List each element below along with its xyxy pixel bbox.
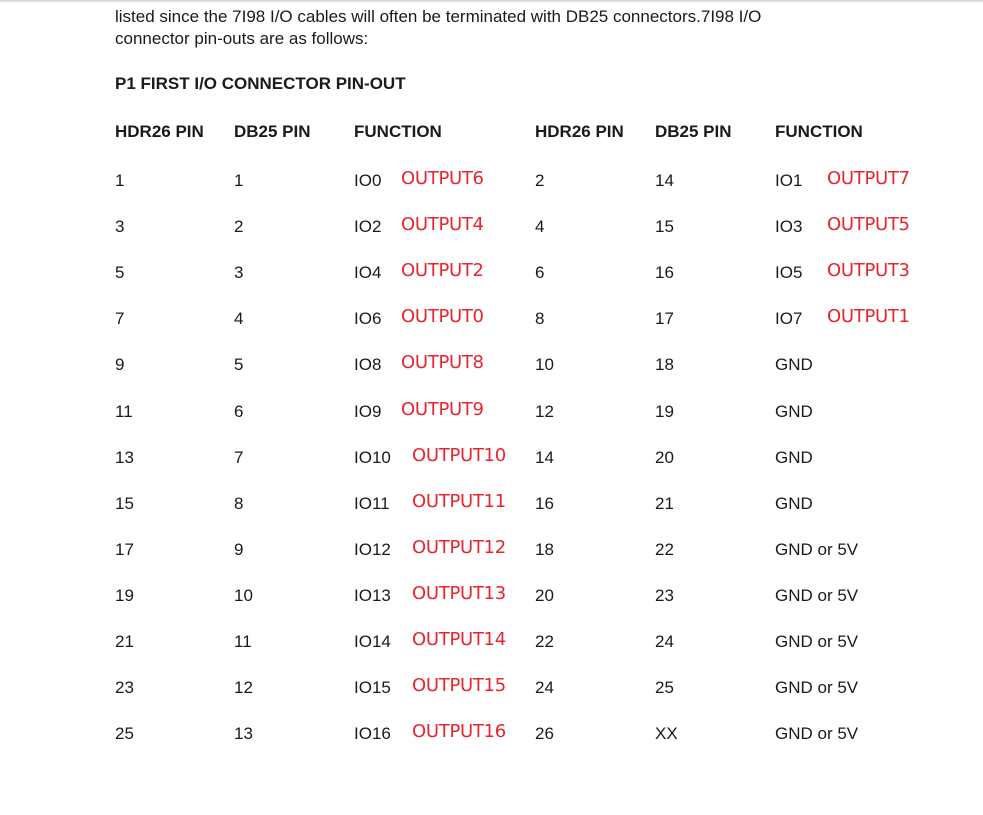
table-row [0,721,983,754]
io-signal-left: IO10 [354,447,391,467]
db25-pin-right: 19 [655,401,674,421]
db25-pin-right: 20 [655,447,674,467]
function-right: GND or 5V [775,539,859,559]
db25-pin-left: 9 [234,539,244,559]
table-row [0,490,983,524]
output-annotation-left: OUTPUT15 [412,675,506,697]
hdr26-pin-left: 13 [115,447,134,467]
hdr26-pin-right: 20 [535,585,554,605]
io-signal-left: IO14 [354,632,391,651]
function-right: IO1 [775,171,803,190]
function-right: GND or 5V [775,585,859,605]
output-annotation-left: OUTPUT10 [412,444,506,466]
output-annotation-left: OUTPUT16 [412,721,506,743]
hdr26-pin-left: 19 [115,585,134,605]
db25-pin-right: 15 [655,217,674,237]
output-annotation-left: OUTPUT11 [412,490,506,512]
output-annotation-right: OUTPUT3 [827,260,910,282]
db25-pin-right: 18 [655,355,674,375]
hdr26-pin-right: 6 [535,263,545,283]
table-row [0,675,983,708]
hdr26-pin-left: 15 [115,493,134,513]
io-signal-left: IO2 [354,217,382,237]
io-signal-left: IO11 [354,493,390,513]
db25-pin-right: 17 [655,309,674,329]
function-right: GND [775,401,813,421]
hdr26-pin-right: 26 [535,724,554,744]
table-row [0,168,983,201]
io-signal-left: IO9 [354,401,382,421]
io-signal-left: IO16 [354,724,391,744]
table-row [0,214,983,247]
hdr26-pin-right: 22 [535,632,554,651]
db25-pin-left: 8 [234,493,244,513]
db25-pin-right: 24 [655,632,674,651]
output-annotation-left: OUTPUT6 [401,168,484,189]
header-function-right: FUNCTION [775,122,863,141]
hdr26-pin-left: 25 [115,724,134,744]
db25-pin-left: 5 [234,355,244,375]
db25-pin-left: 13 [234,724,253,744]
io-signal-left: IO13 [354,585,391,605]
io-signal-left: IO8 [354,355,382,375]
db25-pin-left: 7 [234,447,244,467]
hdr26-pin-left: 11 [115,401,133,421]
hdr26-pin-left: 7 [115,309,125,329]
output-annotation-left: OUTPUT9 [401,398,484,420]
hdr26-pin-right: 8 [535,309,545,329]
hdr26-pin-right: 16 [535,493,554,513]
hdr26-pin-left: 23 [115,678,134,698]
intro-line-2: connector pin-outs are as follows: [115,29,369,48]
hdr26-pin-right: 10 [535,355,554,375]
db25-pin-left: 11 [234,632,252,651]
hdr26-pin-left: 9 [115,355,125,375]
hdr26-pin-right: 14 [535,447,554,467]
intro-line-1: listed since the 7I98 I/O cables will often be terminated with DB25 connectors.7I98 I/O [115,7,762,26]
io-signal-left: IO15 [354,678,391,698]
output-annotation-right: OUTPUT7 [827,168,910,189]
function-right: GND [775,493,813,513]
function-right: GND [775,355,813,375]
output-annotation-left: OUTPUT4 [401,214,484,236]
header-db25-pin-right: DB25 PIN [655,122,732,141]
table-row [0,352,983,385]
hdr26-pin-left: 21 [115,632,134,651]
hdr26-pin-left: 17 [115,539,134,559]
io-signal-left: IO6 [354,309,382,329]
db25-pin-right: 25 [655,678,674,698]
hdr26-pin-right: 24 [535,678,554,698]
db25-pin-right: XX [655,724,678,744]
output-annotation-left: OUTPUT14 [412,629,506,650]
page-top-rule [0,0,983,3]
db25-pin-left: 6 [234,401,244,421]
db25-pin-left: 10 [234,585,253,605]
table-row [0,536,983,570]
db25-pin-left: 2 [234,217,244,237]
output-annotation-left: OUTPUT13 [412,582,506,604]
intro-paragraph [115,6,935,50]
db25-pin-left: 3 [234,263,244,283]
output-annotation-right: OUTPUT1 [827,306,910,328]
db25-pin-right: 22 [655,539,674,559]
table-row [0,398,983,432]
table-row [0,629,983,662]
hdr26-pin-right: 12 [535,401,554,421]
db25-pin-left: 4 [234,309,244,329]
output-annotation-left: OUTPUT0 [401,306,484,328]
section-title: P1 FIRST I/O CONNECTOR PIN-OUT [115,74,406,93]
function-right: IO3 [775,217,803,237]
hdr26-pin-left: 3 [115,217,125,237]
output-annotation-left: OUTPUT2 [401,260,484,282]
table-row [0,582,983,616]
header-db25-pin-left: DB25 PIN [234,122,311,141]
output-annotation-left: OUTPUT8 [401,352,484,374]
hdr26-pin-right: 18 [535,539,554,559]
function-right: IO5 [775,263,803,283]
io-signal-left: IO4 [354,263,382,283]
function-right: GND or 5V [775,724,859,744]
hdr26-pin-left: 5 [115,263,125,283]
io-signal-left: IO12 [354,539,391,559]
header-hdr26-pin-right: HDR26 PIN [535,122,624,141]
function-right: IO7 [775,309,803,329]
hdr26-pin-right: 4 [535,217,545,237]
header-hdr26-pin-left: HDR26 PIN [115,122,204,141]
output-annotation-right: OUTPUT5 [827,214,910,236]
db25-pin-right: 23 [655,585,674,605]
output-annotation-left: OUTPUT12 [412,536,506,558]
db25-pin-right: 21 [655,493,674,513]
table-row [0,306,983,339]
function-right: GND or 5V [775,632,859,651]
function-right: GND [775,447,813,467]
db25-pin-left: 12 [234,678,253,698]
header-function-left: FUNCTION [354,122,442,141]
function-right: GND or 5V [775,678,859,698]
db25-pin-right: 14 [655,171,674,190]
hdr26-pin-right: 2 [535,171,545,190]
hdr26-pin-left: 1 [115,171,125,190]
db25-pin-right: 16 [655,263,674,283]
table-row [0,260,983,293]
io-signal-left: IO0 [354,171,382,190]
table-row [0,444,983,478]
db25-pin-left: 1 [234,171,244,190]
